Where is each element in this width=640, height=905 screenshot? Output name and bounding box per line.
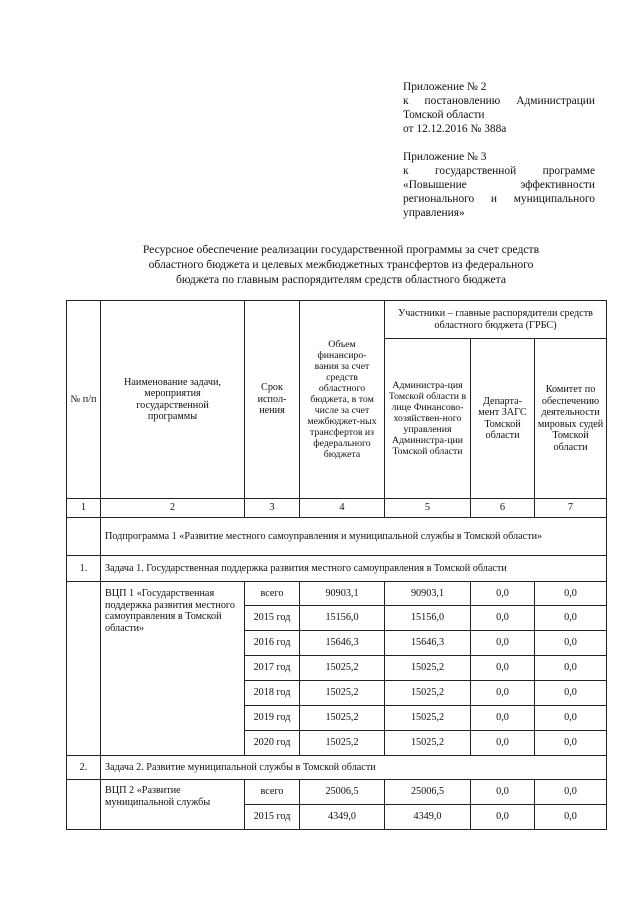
committee-cell: 0,0 xyxy=(535,731,607,756)
period-cell: всего xyxy=(245,780,300,805)
title-line: областного бюджета и целевых межбюджетных трансфертов из федерального xyxy=(148,258,534,271)
volume-cell: 15025,2 xyxy=(300,706,385,731)
admin-cell: 15646,3 xyxy=(385,631,471,656)
table-row xyxy=(67,780,607,805)
zags-cell: 0,0 xyxy=(471,731,535,756)
zags-cell: 0,0 xyxy=(471,631,535,656)
committee-cell: 0,0 xyxy=(535,606,607,631)
task-1-title: Задача 1. Государственная поддержка развития местного самоуправления в Томской области xyxy=(101,556,607,582)
vcp-1-name: ВЦП 1 «Государственная поддержка развития местного самоуправления в Томской области» xyxy=(101,582,245,756)
committee-cell: 0,0 xyxy=(535,582,607,606)
header-committee: Комитет по обеспечению деятельности мировых судей Томской области xyxy=(535,339,607,499)
col-number: 7 xyxy=(535,499,607,518)
period-cell: 2018 год xyxy=(245,681,300,706)
vcp-1-num-cell xyxy=(67,582,101,756)
col-number: 3 xyxy=(245,499,300,518)
zags-cell: 0,0 xyxy=(471,780,535,805)
appendix-2-line: Томской области xyxy=(403,109,485,121)
zags-cell: 0,0 xyxy=(471,805,535,830)
admin-cell: 25006,5 xyxy=(385,780,471,805)
admin-cell: 15025,2 xyxy=(385,681,471,706)
zags-cell: 0,0 xyxy=(471,656,535,681)
header-admin: Администра-ция Томской области в лице Финансово-хозяйствен-ного управления Администра-ции Томской области xyxy=(385,339,471,499)
header-num: № п/п xyxy=(67,301,101,499)
period-cell: 2019 год xyxy=(245,706,300,731)
appendix-3-title: Приложение № 3 xyxy=(403,151,487,163)
appendix-3-line: к государственной программе xyxy=(403,165,595,177)
appendix-2-title: Приложение № 2 xyxy=(403,81,487,93)
period-cell: 2017 год xyxy=(245,656,300,681)
appendix-2-block xyxy=(403,80,595,136)
subprogram-title: Подпрограмма 1 «Развитие местного самоуправления и муниципальной службы в Томской области» xyxy=(101,518,607,556)
zags-cell: 0,0 xyxy=(471,681,535,706)
committee-cell: 0,0 xyxy=(535,656,607,681)
task-1-num: 1. xyxy=(67,556,101,582)
volume-cell: 15025,2 xyxy=(300,656,385,681)
admin-cell: 15025,2 xyxy=(385,706,471,731)
appendix-2-line: к постановлению Администрации xyxy=(403,95,595,107)
committee-cell: 0,0 xyxy=(535,631,607,656)
title-line: Ресурсное обеспечение реализации государственной программы за счет средств xyxy=(142,243,540,256)
volume-cell: 15156,0 xyxy=(300,606,385,631)
vcp-2-name: ВЦП 2 «Развитие муниципальной службы xyxy=(101,780,245,830)
col-number: 5 xyxy=(385,499,471,518)
volume-cell: 90903,1 xyxy=(300,582,385,606)
admin-cell: 15025,2 xyxy=(385,656,471,681)
table-row xyxy=(67,582,607,606)
appendix-3-line: управления» xyxy=(403,207,465,219)
admin-cell: 4349,0 xyxy=(385,805,471,830)
volume-cell: 15025,2 xyxy=(300,681,385,706)
appendix-3-line: регионального и муниципального xyxy=(403,193,595,205)
period-cell: 2015 год xyxy=(245,805,300,830)
title-line: бюджета по главным распорядителям средств областного бюджета xyxy=(175,273,507,286)
col-number: 6 xyxy=(471,499,535,518)
appendix-2-date: от 12.12.2016 № 388а xyxy=(403,123,507,135)
subprogram-num-cell xyxy=(67,518,101,556)
admin-cell: 90903,1 xyxy=(385,582,471,606)
zags-cell: 0,0 xyxy=(471,706,535,731)
committee-cell: 0,0 xyxy=(535,805,607,830)
task-2-num: 2. xyxy=(67,756,101,780)
header-term: Срок испол-нения xyxy=(245,301,300,499)
volume-cell: 15646,3 xyxy=(300,631,385,656)
col-number: 1 xyxy=(67,499,101,518)
header-participants: Участники – главные распорядители средств областного бюджета (ГРБС) xyxy=(385,301,607,339)
header-volume: Объем финансиро-вания за счет средств областного бюджета, в том числе за счет межбюджет-ных трансфертов из федерального бюджета xyxy=(300,301,385,499)
period-cell: 2016 год xyxy=(245,631,300,656)
committee-cell: 0,0 xyxy=(535,681,607,706)
header-zags: Департа-мент ЗАГС Томской области xyxy=(471,339,535,499)
vcp-2-num-cell xyxy=(67,780,101,830)
period-cell: 2020 год xyxy=(245,731,300,756)
zags-cell: 0,0 xyxy=(471,582,535,606)
admin-cell: 15025,2 xyxy=(385,731,471,756)
period-cell: 2015 год xyxy=(245,606,300,631)
col-number: 2 xyxy=(101,499,245,518)
appendix-3-block xyxy=(403,150,595,220)
task-2-title: Задача 2. Развитие муниципальной службы в Томской области xyxy=(101,756,607,780)
admin-cell: 15156,0 xyxy=(385,606,471,631)
volume-cell: 4349,0 xyxy=(300,805,385,830)
committee-cell: 0,0 xyxy=(535,706,607,731)
col-number: 4 xyxy=(300,499,385,518)
volume-cell: 15025,2 xyxy=(300,731,385,756)
resource-table xyxy=(66,300,607,830)
document-title xyxy=(96,242,586,287)
zags-cell: 0,0 xyxy=(471,606,535,631)
volume-cell: 25006,5 xyxy=(300,780,385,805)
committee-cell: 0,0 xyxy=(535,780,607,805)
header-name: Наименование задачи, мероприятия государственной программы xyxy=(101,301,245,499)
appendix-3-line: «Повышение эффективности xyxy=(403,179,595,191)
period-cell: всего xyxy=(245,582,300,606)
